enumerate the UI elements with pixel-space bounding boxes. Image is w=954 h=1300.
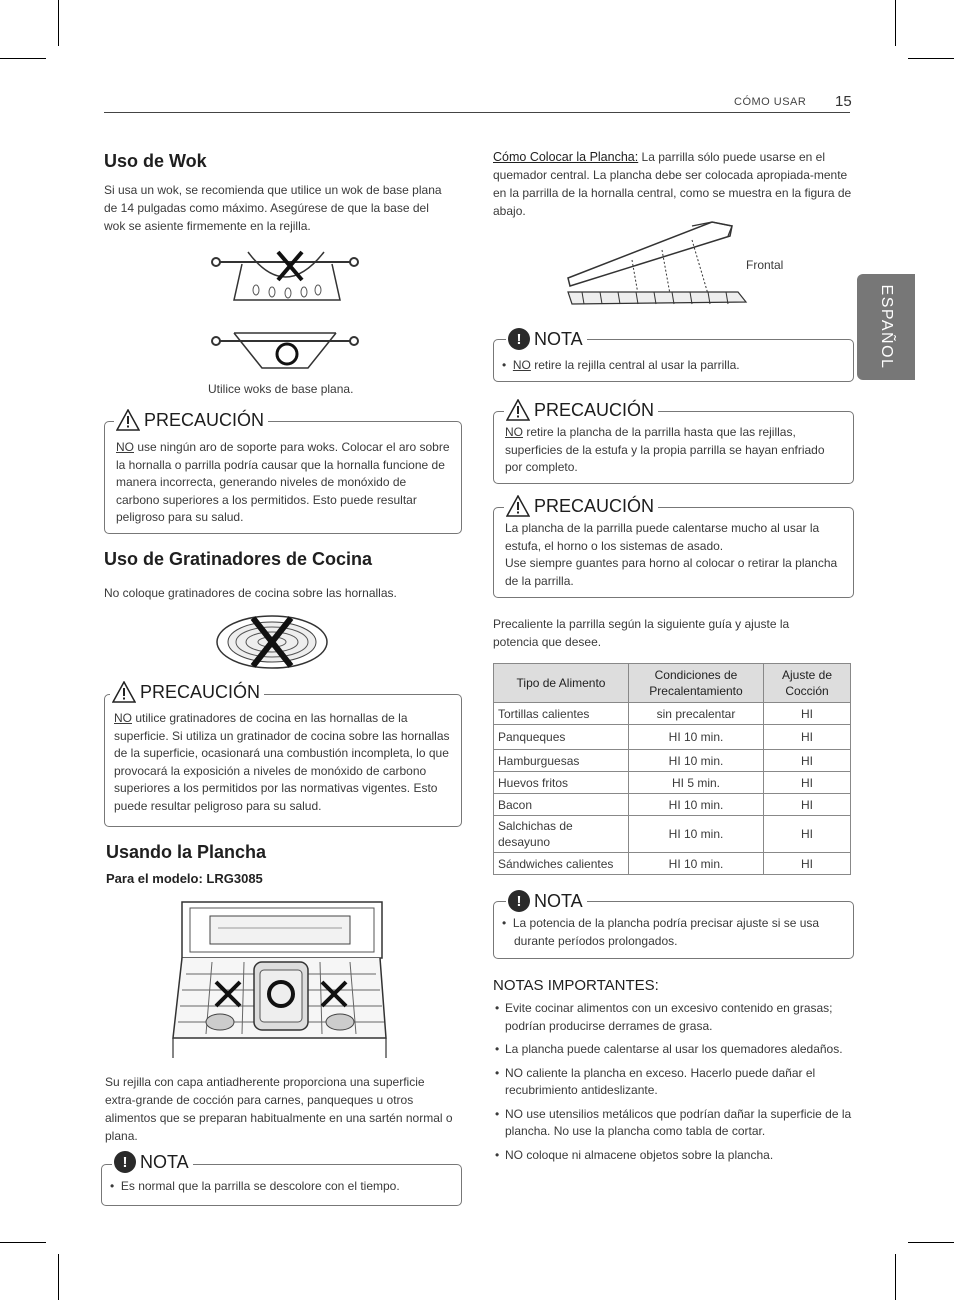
warning-icon: [506, 399, 530, 421]
nota-title-text: NOTA: [140, 1151, 189, 1172]
table-cell: HI 10 min.: [629, 816, 764, 853]
table-cell: HI 10 min.: [629, 725, 764, 750]
language-tab-label: ESPAÑOL: [878, 284, 895, 370]
exclamation-icon: !: [114, 1151, 136, 1173]
nota-text: retire la rejilla central al usar la parrilla.: [530, 358, 740, 372]
table-cell: HI 10 min.: [629, 750, 764, 772]
table-row: [494, 750, 851, 772]
crop-mark: [58, 0, 59, 46]
nota-title-text: NOTA: [534, 890, 583, 911]
table-cell: HI 10 min.: [629, 853, 764, 875]
crop-mark: [895, 0, 896, 46]
nota-item: • La potencia de la plancha podría precisar ajuste si se usa durante períodos prolongados.: [502, 916, 820, 948]
precaution-body-wok: [116, 439, 450, 527]
table-cell: HI: [764, 816, 851, 853]
header-rule: [104, 112, 850, 113]
table-cell: HI 10 min.: [629, 794, 764, 816]
colocar-label: Cómo Colocar la Plancha:: [493, 150, 639, 164]
wok-caption: Utilice woks de base plana.: [208, 382, 354, 396]
exclamation-icon: !: [508, 328, 530, 350]
table-cell: HI: [764, 703, 851, 725]
precaution-title-text: PRECAUCIÓN: [534, 399, 655, 420]
precaution-body-gratinadores: [114, 710, 454, 815]
precaution-text: utilice gratinadores de cocina en las hornallas de la superficie. Si utiliza un gratinador de cocina sobre las hornallas de la superficie, ocasionará una combustión incompleta, lo que provocará la exposición a niveles de monóxido de carbono superiores a los permitidos por las normativas vigentes. Esto puede resultar peligroso para su salud.: [114, 711, 450, 813]
crop-mark: [0, 1242, 46, 1243]
nota-text: Es normal que la parrilla se descolore con el tiempo.: [120, 1179, 400, 1193]
wok-title: Uso de Wok: [104, 151, 207, 171]
list-item: • Evite cocinar alimentos con un excesivo contenido en grasas; podrían producirse derrames de grasa.: [493, 1000, 853, 1035]
nota-item: • Es normal que la parrilla se descolore con el tiempo.: [110, 1179, 400, 1193]
precaution-title-text: PRECAUCIÓN: [534, 495, 655, 516]
table-header-cell: Tipo de Alimento: [494, 664, 629, 703]
nota-title: [112, 1151, 193, 1173]
wok-illustration: [208, 244, 363, 372]
list-item: • NO coloque ni almacene objetos sobre la plancha.: [493, 1147, 853, 1165]
table-cell: sin precalentar: [629, 703, 764, 725]
warning-icon: [112, 681, 136, 703]
list-item: • NO caliente la plancha en exceso. Hacerlo puede dañar el recubrimiento antideslizante.: [493, 1065, 853, 1100]
precaution-title: [504, 399, 658, 421]
notas-importantes-list: [493, 1000, 853, 1170]
page-number: 15: [835, 93, 852, 110]
table-cell: Panqueques: [494, 725, 629, 750]
table-cell: HI: [764, 853, 851, 875]
colocar-paragraph: [493, 148, 853, 220]
notas-importantes-title: NOTAS IMPORTANTES:: [493, 977, 659, 994]
gratinadores-body: No coloque gratinadores de cocina sobre las hornallas.: [104, 586, 397, 600]
plancha-model: Para el modelo: LRG3085: [106, 871, 263, 886]
table-cell: Salchichas de desayuno: [494, 816, 629, 853]
precaution-title: [114, 409, 268, 431]
precaution-title: [504, 495, 658, 517]
no-emphasis: NO: [114, 711, 132, 725]
language-tab: [857, 274, 915, 380]
precaution-text: retire la plancha de la parrilla hasta que las rejillas, superficies de la estufa y la propia parrilla se hayan enfriado por completo.: [505, 425, 825, 474]
header-section-label: CÓMO USAR: [734, 96, 807, 108]
nota-title: [506, 890, 587, 912]
preheat-guide-table: [493, 663, 851, 875]
table-cell: HI: [764, 750, 851, 772]
table-row: [494, 816, 851, 853]
table-cell: HI: [764, 794, 851, 816]
wok-body: Si usa un wok, se recomienda que utilice un wok de base plana de 14 pulgadas como máximo. Asegúrese de que la base del wok se asiente firmemente en la rejilla.: [104, 183, 442, 233]
table-row: [494, 725, 851, 750]
grill-pan-illustration: [215, 612, 330, 670]
precaution-body-right1: [505, 424, 840, 477]
plancha-body: Su rejilla con capa antiadherente proporciona una superficie extra-grande de cocción para carnes, panqueques u otros alimentos que se preparan habitualmente en una sartén normal o plana.: [105, 1075, 453, 1143]
no-emphasis: NO: [512, 358, 531, 372]
range-cooktop-illustration: [172, 898, 390, 1062]
precaution-title-text: PRECAUCIÓN: [144, 409, 265, 430]
gratinadores-title: Uso de Gratinadores de Cocina: [104, 549, 373, 569]
nota-title: [506, 328, 587, 350]
precaution-body-right2: [505, 520, 845, 590]
table-cell: Bacon: [494, 794, 629, 816]
precaution-title-text: PRECAUCIÓN: [140, 681, 261, 702]
table-cell: HI: [764, 725, 851, 750]
crop-mark: [908, 1242, 954, 1243]
table-row: [494, 853, 851, 875]
precaution-text: La plancha de la parrilla puede calentarse mucho al usar la estufa, el horno o los sistemas de asado.: [505, 521, 820, 553]
crop-mark: [58, 1254, 59, 1300]
table-cell: Huevos fritos: [494, 772, 629, 794]
crop-mark: [908, 58, 954, 59]
table-row: [494, 703, 851, 725]
list-item: • La plancha puede calentarse al usar los quemadores aledaños.: [493, 1041, 853, 1059]
list-item: • NO use utensilios metálicos que podrían dañar la superficie de la plancha. No use la plancha como tabla de cortar.: [493, 1106, 853, 1141]
precalentar-text: Precaliente la parrilla según la siguiente guía y ajuste la potencia que desee.: [493, 617, 790, 649]
precaution-text: use ningún aro de soporte para woks. Colocar el aro sobre la hornalla o parrilla podría causar que la hornalla funcione de manera incorrecta, generando niveles de monóxido de carbono superiores a los permitidos. Esto puede resultar peligroso para su salud.: [116, 440, 450, 524]
precaution-text: Use siempre guantes para horno al colocar o retirar la plancha de la parrilla.: [505, 556, 838, 588]
table-cell: HI: [764, 772, 851, 794]
table-cell: HI 5 min.: [629, 772, 764, 794]
nota-text: La potencia de la plancha podría precisar ajuste si se usa durante períodos prolongados.: [512, 916, 820, 948]
exclamation-icon: !: [508, 890, 530, 912]
plancha-title: Usando la Plancha: [106, 842, 267, 862]
frontal-label: Frontal: [746, 258, 784, 272]
warning-icon: [116, 409, 140, 431]
table-row: [494, 794, 851, 816]
table-header-cell: Condiciones de Precalentamiento: [629, 664, 764, 703]
table-row: [494, 772, 851, 794]
griddle-placement-illustration: [562, 216, 752, 310]
nota-item: • NO retire la rejilla central al usar la parrilla.: [502, 358, 740, 372]
table-header-row: [494, 664, 851, 703]
crop-mark: [0, 58, 46, 59]
no-emphasis: NO: [116, 440, 134, 454]
precaution-title: [110, 681, 264, 703]
nota-title-text: NOTA: [534, 328, 583, 349]
warning-icon: [506, 495, 530, 517]
table-cell: Tortillas calientes: [494, 703, 629, 725]
colocar-text: La parrilla sólo puede usarse en el quemador central. La plancha debe ser colocada apropiada-mente en la parrilla de la hornalla central, como se muestra en la figura de abajo.: [493, 150, 852, 218]
table-cell: Sándwiches calientes: [494, 853, 629, 875]
table-header-cell: Ajuste de Cocción: [764, 664, 851, 703]
table-cell: Hamburguesas: [494, 750, 629, 772]
crop-mark: [895, 1254, 896, 1300]
no-emphasis: NO: [505, 425, 523, 439]
